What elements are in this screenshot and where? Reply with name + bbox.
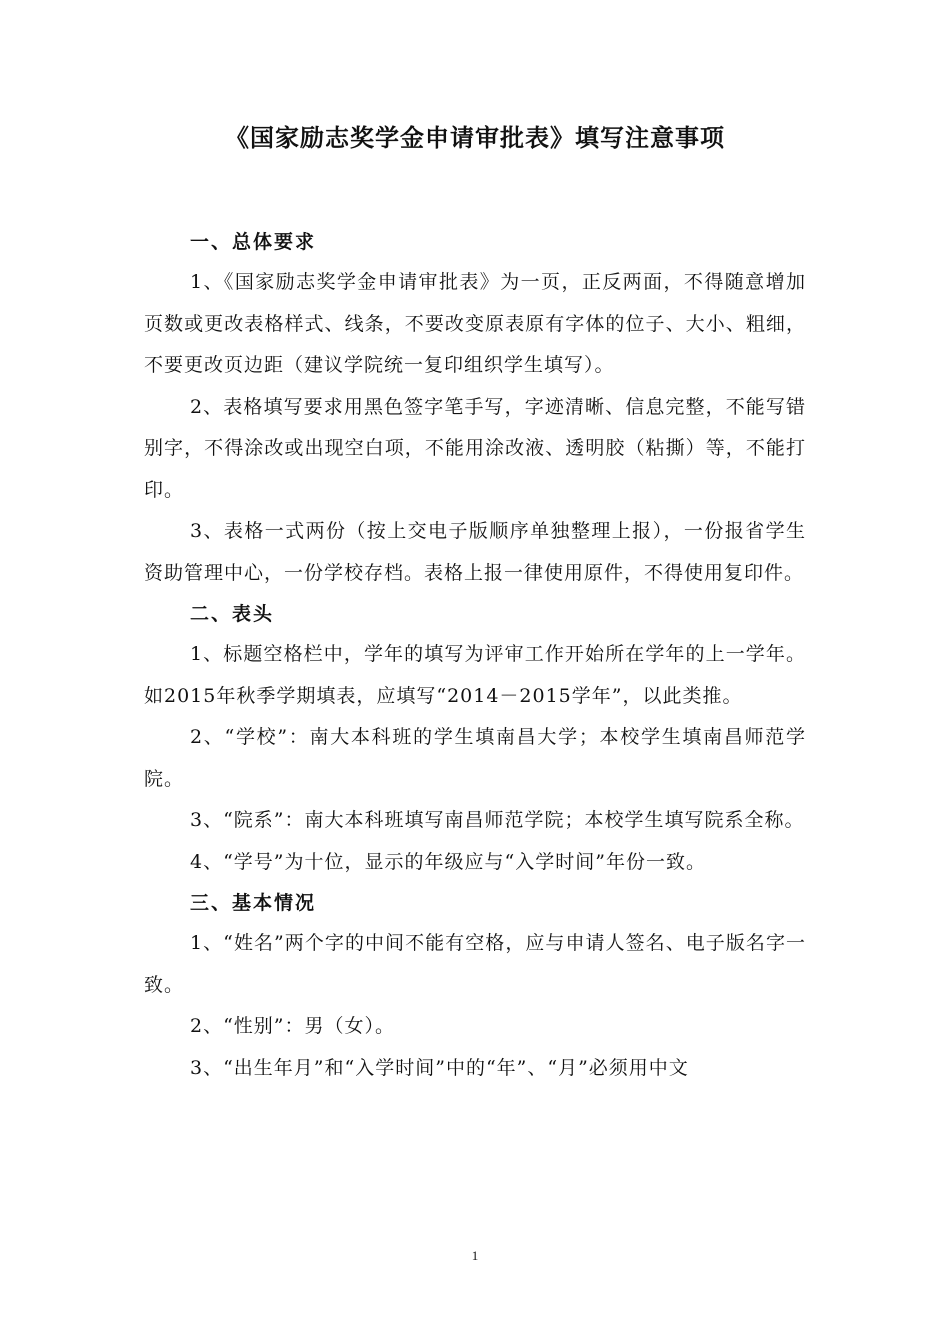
paragraph: 3、“出生年月”和“入学时间”中的“年”、“月”必须用中文	[190, 1056, 689, 1079]
section-header	[144, 594, 806, 883]
paragraph: 4、“学号”为十位，显示的年级应与“入学时间”年份一致。	[190, 850, 706, 873]
page-number: 1	[471, 1248, 479, 1263]
paragraph: 2、“性别”：男（女）。	[190, 1015, 396, 1037]
document-title: 《国家励志奖学金申请审批表》填写注意事项	[225, 123, 725, 152]
section-basic-info	[144, 883, 806, 1089]
section-heading: 三、基本情况	[190, 892, 317, 914]
section-heading: 二、表头	[190, 603, 275, 625]
paragraph: 1、《国家励志奖学金申请审批表》为一页，正反两面，不得随意增加页数或更改表格样式、线条，不要改变原表原有字体的位子、大小、粗细，不要更改页边距（建议学院统一复印组织学生填写）。	[144, 271, 806, 376]
paragraph: 3、“院系”：南大本科班填写南昌师范学院；本校学生填写院系全称。	[190, 809, 805, 831]
section-heading: 一、总体要求	[190, 231, 317, 253]
document-body	[144, 222, 806, 1089]
paragraph: 1、“姓名”两个字的中间不能有空格，应与申请人签名、电子版名字一致。	[144, 932, 806, 996]
paragraph: 3、表格一式两份（按上交电子版顺序单独整理上报），一份报省学生资助管理中心，一份学校存档。表格上报一律使用原件，不得使用复印件。	[144, 520, 806, 584]
paragraph: 1、标题空格栏中，学年的填写为评审工作开始所在学年的上一学年。如2015年秋季学期填表，应填写“2014－2015学年”，以此类推。	[144, 643, 806, 707]
paragraph: 2、“学校”：南大本科班的学生填南昌大学；本校学生填南昌师范学院。	[144, 726, 806, 790]
section-general-requirements	[144, 222, 806, 594]
paragraph: 2、表格填写要求用黑色签字笔手写，字迹清晰、信息完整，不能写错别字，不得涂改或出现空白项，不能用涂改液、透明胶（粘撕）等，不能打印。	[144, 395, 806, 501]
